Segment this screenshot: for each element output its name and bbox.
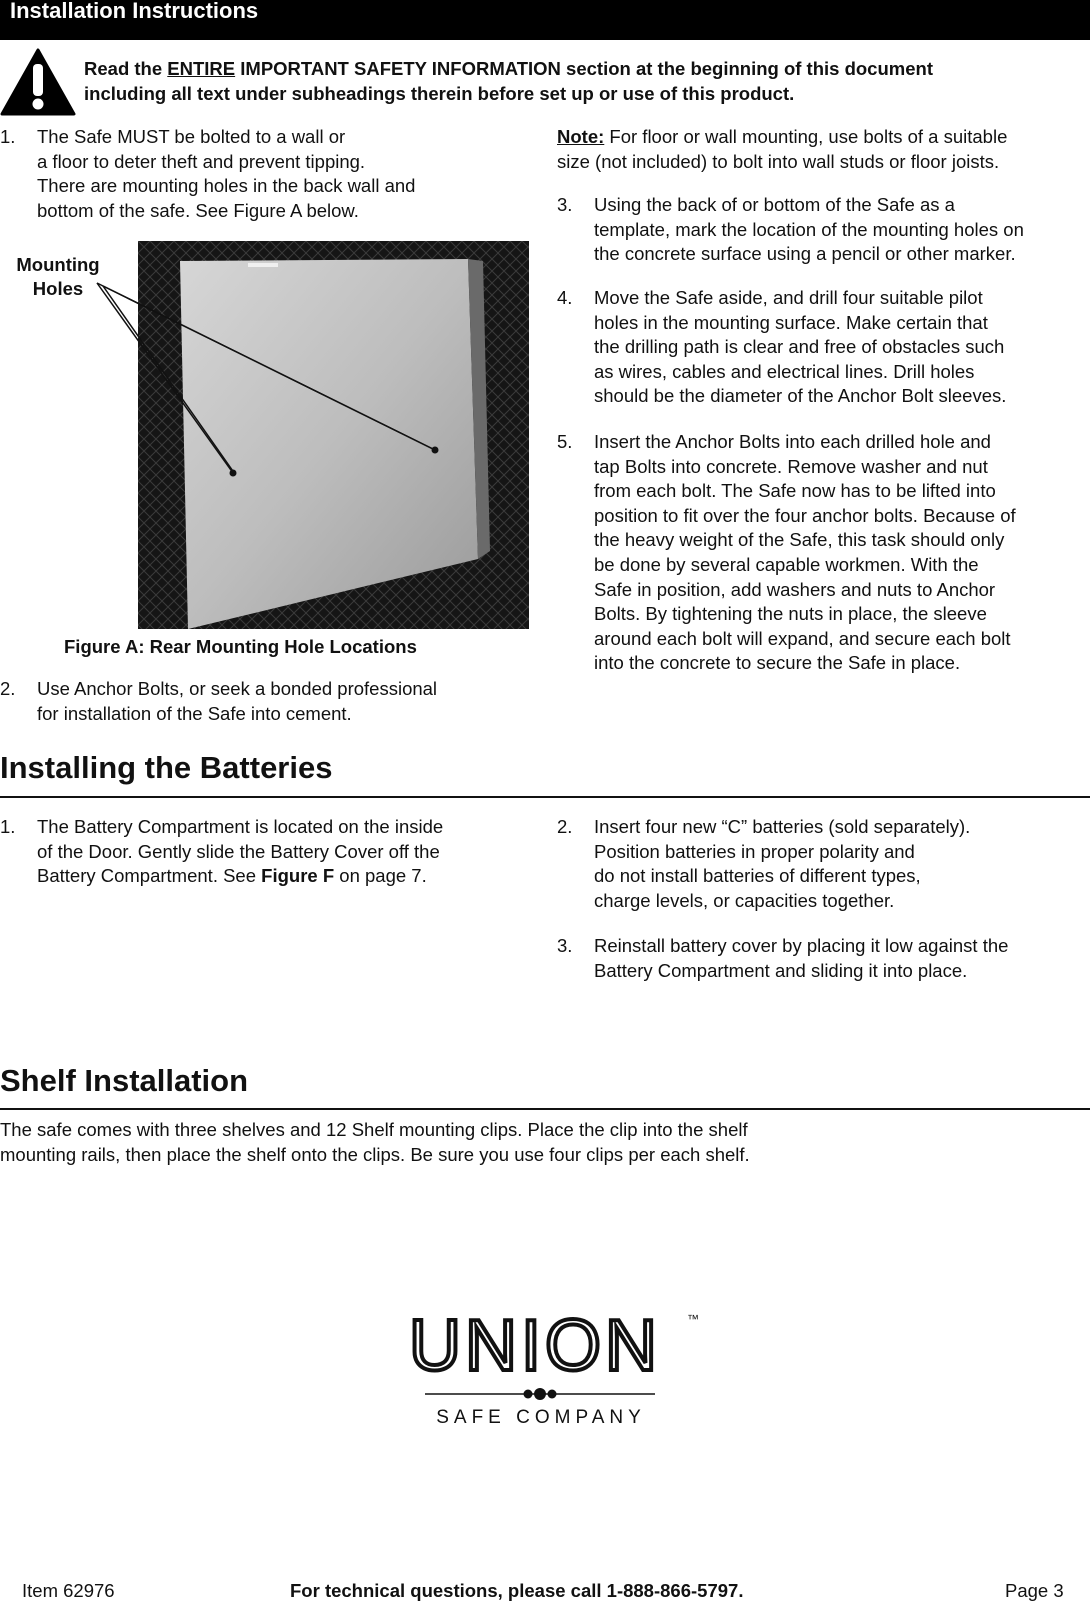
shelf-instructions: The safe comes with three shelves and 12 Shelf mounting clips. Place the clip into the shelf mounting rails, then place the shelf onto the clips. Be sure you use four clips per each shelf. (0, 1119, 750, 1165)
mounting-hole-left (230, 470, 237, 477)
battery-step-1: 1. The Battery Compartment is located on the inside of the Door. Gently slide the Battery Cover off the Battery Compartment. See Figure F on page 7. (0, 816, 444, 887)
item-number: Item 62976 (22, 1580, 115, 1601)
section-header-bar (0, 0, 1090, 40)
logo-divider-ornament (425, 1387, 655, 1401)
mounting-holes-callout: Mounting Holes (16, 254, 100, 299)
logo-wordmark: UNION (409, 1306, 661, 1386)
batteries-divider (0, 796, 1090, 798)
install-step-4: 4. Move the Safe aside, and drill four suitable pilot holes in the mounting surface. Make certain that the drilling path is clear and free of obstacles such as wires, cables and electrical lines. Drill holes should be the diameter of the Anchor Bolt sleeves. (557, 287, 1007, 407)
figure-a-photo (138, 241, 529, 629)
batteries-heading: Installing the Batteries (0, 750, 333, 785)
shelf-heading: Shelf Installation (0, 1063, 249, 1098)
battery-step-3: 3. Reinstall battery cover by placing it low against the Battery Compartment and sliding it into place. (557, 935, 1009, 981)
section-title: Installation Instructions (10, 0, 259, 23)
mounting-hole-right (432, 447, 439, 454)
figure-caption: Figure A: Rear Mounting Hole Locations (64, 636, 417, 657)
tech-support-phone: For technical questions, please call 1-888-866-5797. (290, 1580, 744, 1601)
install-step-3: 3. Using the back of or bottom of the Safe as a template, mark the location of the mounting holes on the concrete surface using a pencil or other marker. (557, 194, 1024, 265)
trademark-symbol: ™ (687, 1312, 699, 1326)
safety-warning: Read the ENTIRE IMPORTANT SAFETY INFORMATION section at the beginning of this document including all text under subheadings therein before set up or use of this product. (84, 58, 933, 104)
shelf-divider (0, 1108, 1090, 1110)
battery-step-2: 2. Insert four new “C” batteries (sold separately). Position batteries in proper polarity and do not install batteries of different types, charge levels, or capacities together. (557, 816, 971, 911)
warning-emphasis: ENTIRE (167, 58, 236, 79)
install-step-5: 5. Insert the Anchor Bolts into each drilled hole and tap Bolts into concrete. Remove washer and nut from each bolt. The Safe now has to be lifted into position to fit over the four anchor bolts. Because of the heavy weight of the Safe, this task should only be done by several capable workmen. With the Safe in position, add washers and nuts to Anchor Bolts. By tightening the nuts in place, the sleeve around each bolt will expand, and secure each bolt into the concrete to secure the Safe in place. (557, 431, 1016, 674)
mounting-note: Note: For floor or wall mounting, use bolts of a suitable size (not included) to bolt into wall studs or floor joists. (557, 126, 1008, 172)
figure-f-ref: Figure F (261, 865, 335, 887)
page-number: Page 3 (1005, 1580, 1064, 1601)
install-step-1: 1. The Safe MUST be bolted to a wall or a floor to deter theft and prevent tipping. There are mounting holes in the back wall and bottom of the safe. See Figure A below. (0, 126, 416, 221)
union-safe-logo (385, 1306, 705, 1430)
install-step-2: 2. Use Anchor Bolts, or seek a bonded professional for installation of the Safe into cement. (0, 678, 438, 724)
logo-subtitle: SAFE COMPANY (436, 1407, 646, 1428)
note-label: Note: (557, 126, 605, 147)
warning-icon (0, 48, 76, 116)
